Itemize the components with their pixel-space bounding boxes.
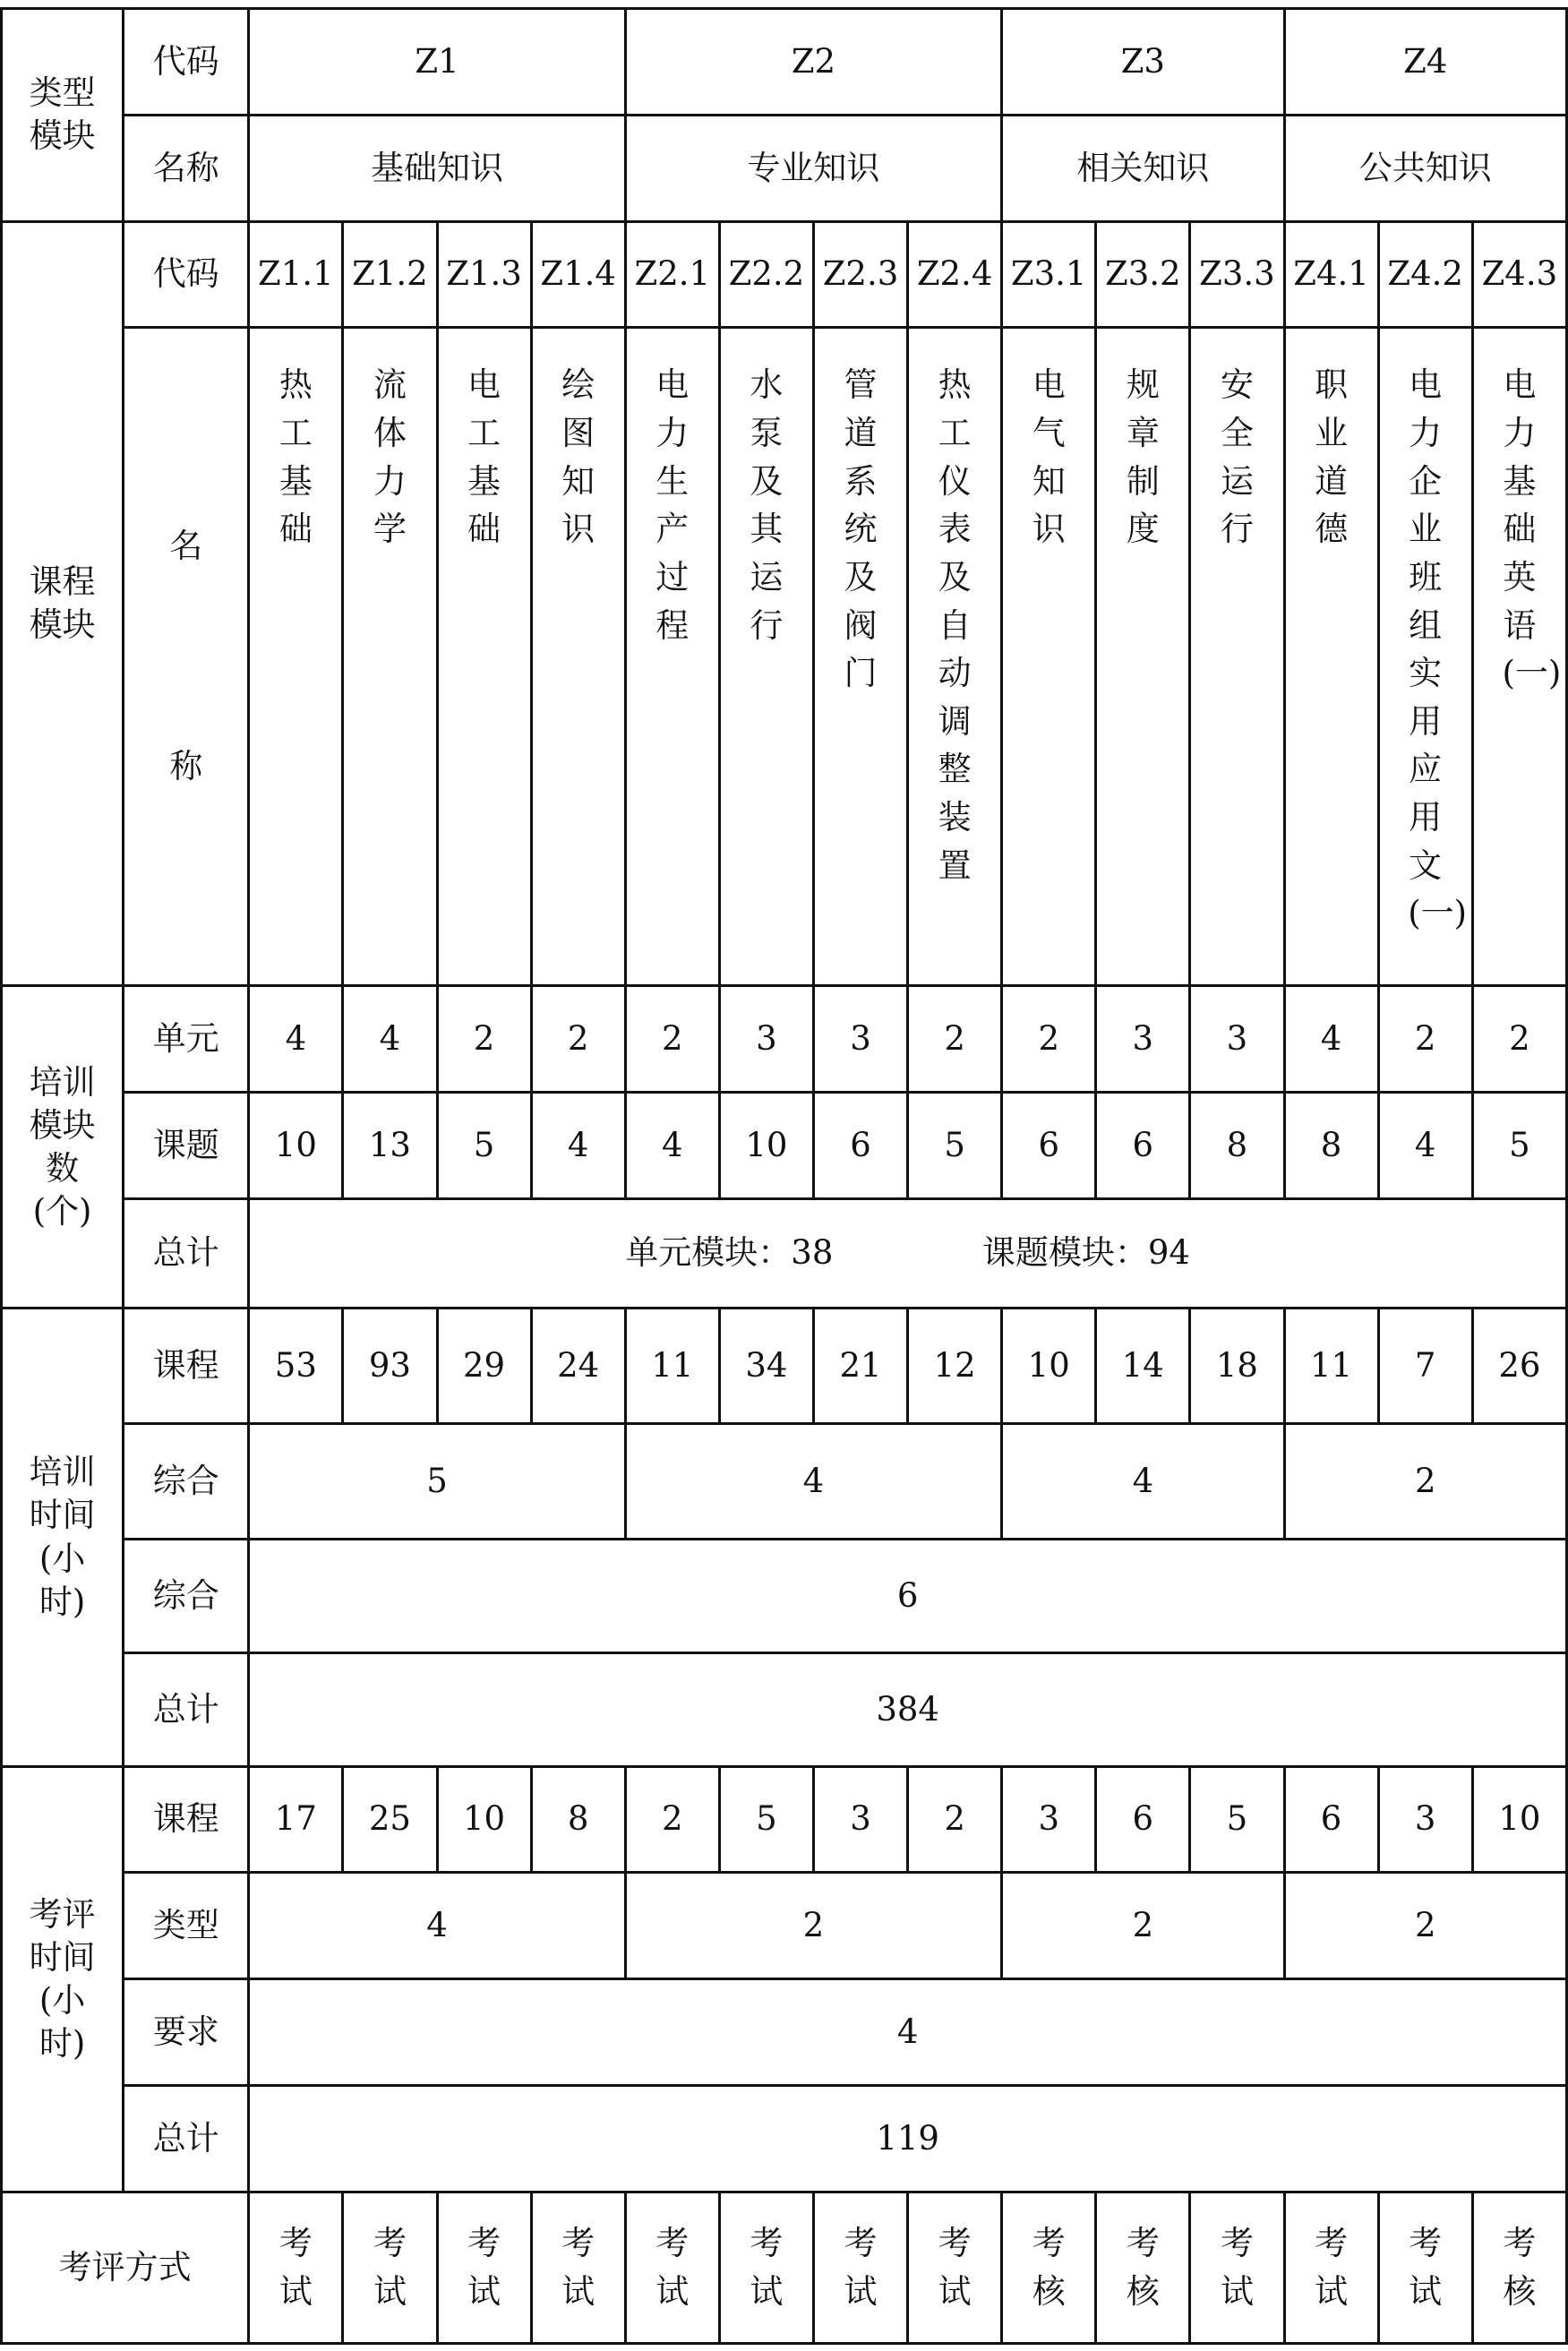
- course-name: 电力生产过程: [625, 328, 719, 986]
- unit-count: 2: [531, 986, 625, 1093]
- course-code: Z1.2: [343, 221, 437, 328]
- category-code-z2: Z2: [625, 9, 1001, 116]
- assess-course-row: [2, 1766, 1567, 1873]
- category-code-z3: Z3: [1002, 9, 1284, 116]
- unit-count: 2: [1002, 986, 1096, 1093]
- assess-course-hours: 25: [343, 1766, 437, 1873]
- assess-course-hours: 8: [531, 1766, 625, 1873]
- course-name: 安全运行: [1190, 328, 1284, 986]
- assess-total-hours: 119: [249, 2085, 1567, 2192]
- course-module-label: 课程模块: [2, 221, 124, 986]
- course-code-row: [2, 221, 1567, 328]
- course-code: Z2.2: [719, 221, 813, 328]
- assess-total-row: [2, 2085, 1567, 2192]
- course-code: Z3.1: [1002, 221, 1096, 328]
- training-comp1-hours: 5: [249, 1424, 625, 1540]
- module-total-label: 总计: [124, 1198, 249, 1308]
- topic-label: 课题: [124, 1092, 249, 1198]
- assess-course-hours: 2: [908, 1766, 1002, 1873]
- assessment-method: 考试: [437, 2192, 531, 2343]
- training-comp2-label: 综合: [124, 1540, 249, 1653]
- category-name-z3: 相关知识: [1002, 115, 1284, 221]
- topic-count: 10: [719, 1092, 813, 1198]
- assessment-method-row: [2, 2192, 1567, 2343]
- course-name: 规章制度: [1096, 328, 1190, 986]
- training-comp2-hours: 6: [249, 1540, 1567, 1653]
- training-course-hours: 24: [531, 1308, 625, 1424]
- assess-course-hours: 5: [719, 1766, 813, 1873]
- assessment-method: 考试: [813, 2192, 907, 2343]
- training-course-hours: 93: [343, 1308, 437, 1424]
- assess-type-hours: 2: [625, 1873, 1001, 1979]
- course-name: 热工基础: [249, 328, 343, 986]
- assess-course-hours: 10: [437, 1766, 531, 1873]
- training-course-label: 课程: [124, 1308, 249, 1424]
- course-name-label: 名 称: [124, 328, 249, 986]
- unit-count: 2: [1472, 986, 1566, 1093]
- topic-count: 10: [249, 1092, 343, 1198]
- header-code-label: 代码: [124, 9, 249, 116]
- unit-count: 2: [908, 986, 1002, 1093]
- assess-req-label: 要求: [124, 1979, 249, 2086]
- module-total: [249, 1198, 1567, 1308]
- training-total-row: [2, 1652, 1567, 1766]
- category-name-z4: 公共知识: [1284, 115, 1566, 221]
- training-comp1-hours: 2: [1284, 1424, 1566, 1540]
- topic-row: [2, 1092, 1567, 1198]
- assess-type-label: 类型: [124, 1873, 249, 1979]
- topic-count: 8: [1190, 1092, 1284, 1198]
- header-name-row: [2, 115, 1567, 221]
- training-course-hours: 18: [1190, 1308, 1284, 1424]
- topic-count: 4: [625, 1092, 719, 1198]
- course-code: Z4.1: [1284, 221, 1378, 328]
- unit-count: 4: [249, 986, 343, 1093]
- assess-course-hours: 6: [1096, 1766, 1190, 1873]
- training-course-hours: 7: [1378, 1308, 1472, 1424]
- header-name-label: 名称: [124, 115, 249, 221]
- topic-count: 13: [343, 1092, 437, 1198]
- topic-count: 6: [1002, 1092, 1096, 1198]
- training-course-hours: 11: [1284, 1308, 1378, 1424]
- unit-count: 4: [1284, 986, 1378, 1093]
- training-course-hours: 26: [1472, 1308, 1566, 1424]
- course-name: 管道系统及阀门: [813, 328, 907, 986]
- training-plan-table: [0, 7, 1568, 2345]
- course-code: Z4.2: [1378, 221, 1472, 328]
- unit-count: 2: [437, 986, 531, 1093]
- training-course-row: [2, 1308, 1567, 1424]
- assessment-method: 考试: [719, 2192, 813, 2343]
- category-code-z1: Z1: [249, 9, 625, 116]
- type-module-label: 类型模块: [2, 9, 124, 222]
- unit-count: 4: [343, 986, 437, 1093]
- category-code-z4: Z4: [1284, 9, 1566, 116]
- training-comp1-label: 综合: [124, 1424, 249, 1540]
- course-code: Z4.3: [1472, 221, 1566, 328]
- unit-count: 3: [1190, 986, 1284, 1093]
- total-topics: 课题模块：94: [981, 1233, 1190, 1273]
- training-total-hours: 384: [249, 1652, 1567, 1766]
- unit-count: 2: [625, 986, 719, 1093]
- course-name: 电力企业班组实用应用文(一): [1378, 328, 1472, 986]
- unit-count: 3: [813, 986, 907, 1093]
- assess-type-hours: 2: [1002, 1873, 1284, 1979]
- course-code: Z2.1: [625, 221, 719, 328]
- assessment-method: 考试: [1378, 2192, 1472, 2343]
- course-name: 绘图知识: [531, 328, 625, 986]
- assess-type-hours: 2: [1284, 1873, 1566, 1979]
- assessment-method: 考试: [1284, 2192, 1378, 2343]
- unit-label: 单元: [124, 986, 249, 1093]
- topic-count: 6: [813, 1092, 907, 1198]
- training-comp1-hours: 4: [1002, 1424, 1284, 1540]
- assessment-method: 考试: [343, 2192, 437, 2343]
- course-code: Z1.4: [531, 221, 625, 328]
- topic-count: 4: [531, 1092, 625, 1198]
- header-code-row: [2, 9, 1567, 116]
- assess-course-hours: 3: [1002, 1766, 1096, 1873]
- assessment-method: 考核: [1002, 2192, 1096, 2343]
- assessment-method: 考试: [249, 2192, 343, 2343]
- assessment-method: 考核: [1472, 2192, 1566, 2343]
- course-name: 流体力学: [343, 328, 437, 986]
- assess-req-hours: 4: [249, 1979, 1567, 2086]
- course-code: Z3.3: [1190, 221, 1284, 328]
- topic-count: 5: [437, 1092, 531, 1198]
- course-name: 电工基础: [437, 328, 531, 986]
- assessment-method-label: 考评方式: [2, 2192, 249, 2343]
- training-comp1-row: [2, 1424, 1567, 1540]
- training-time-label: 培训时间(小时): [2, 1308, 124, 1766]
- unit-count: 2: [1378, 986, 1472, 1093]
- training-course-hours: 34: [719, 1308, 813, 1424]
- assess-course-label: 课程: [124, 1766, 249, 1873]
- assess-total-label: 总计: [124, 2085, 249, 2192]
- assessment-method: 考试: [531, 2192, 625, 2343]
- course-name: 水泵及其运行: [719, 328, 813, 986]
- course-code: Z2.4: [908, 221, 1002, 328]
- training-course-hours: 53: [249, 1308, 343, 1424]
- assess-req-row: [2, 1979, 1567, 2086]
- training-course-hours: 21: [813, 1308, 907, 1424]
- total-units: 单元模块：38: [625, 1233, 834, 1273]
- assessment-method: 考试: [1190, 2192, 1284, 2343]
- assess-type-hours: 4: [249, 1873, 625, 1979]
- unit-row: [2, 986, 1567, 1093]
- assess-course-hours: 6: [1284, 1766, 1378, 1873]
- training-course-hours: 12: [908, 1308, 1002, 1424]
- assess-course-hours: 10: [1472, 1766, 1566, 1873]
- topic-count: 5: [908, 1092, 1002, 1198]
- course-code-label: 代码: [124, 221, 249, 328]
- module-total-row: [2, 1198, 1567, 1308]
- unit-count: 3: [1096, 986, 1190, 1093]
- assess-type-row: [2, 1873, 1567, 1979]
- assess-course-hours: 2: [625, 1766, 719, 1873]
- unit-count: 3: [719, 986, 813, 1093]
- course-code: Z3.2: [1096, 221, 1190, 328]
- category-name-z1: 基础知识: [249, 115, 625, 221]
- assessment-method: 考试: [908, 2192, 1002, 2343]
- assess-course-hours: 5: [1190, 1766, 1284, 1873]
- course-code: Z1.1: [249, 221, 343, 328]
- topic-count: 6: [1096, 1092, 1190, 1198]
- assess-course-hours: 3: [1378, 1766, 1472, 1873]
- training-modules-label: 培训模块数(个): [2, 986, 124, 1308]
- course-name-row: [2, 328, 1567, 986]
- training-course-hours: 29: [437, 1308, 531, 1424]
- course-name: 电力基础英语(一): [1472, 328, 1566, 986]
- training-comp1-hours: 4: [625, 1424, 1001, 1540]
- training-comp2-row: [2, 1540, 1567, 1653]
- topic-count: 4: [1378, 1092, 1472, 1198]
- course-code: Z1.3: [437, 221, 531, 328]
- assess-course-hours: 17: [249, 1766, 343, 1873]
- topic-count: 8: [1284, 1092, 1378, 1198]
- assessment-method: 考试: [625, 2192, 719, 2343]
- training-total-label: 总计: [124, 1652, 249, 1766]
- training-course-hours: 11: [625, 1308, 719, 1424]
- course-name: 电气知识: [1002, 328, 1096, 986]
- assess-course-hours: 3: [813, 1766, 907, 1873]
- training-course-hours: 10: [1002, 1308, 1096, 1424]
- topic-count: 5: [1472, 1092, 1566, 1198]
- training-course-hours: 14: [1096, 1308, 1190, 1424]
- course-name: 职业道德: [1284, 328, 1378, 986]
- course-code: Z2.3: [813, 221, 907, 328]
- category-name-z2: 专业知识: [625, 115, 1001, 221]
- course-name: 热工仪表及自动调整装置: [908, 328, 1002, 986]
- assessment-method: 考核: [1096, 2192, 1190, 2343]
- assessment-time-label: 考评时间(小时): [2, 1766, 124, 2192]
